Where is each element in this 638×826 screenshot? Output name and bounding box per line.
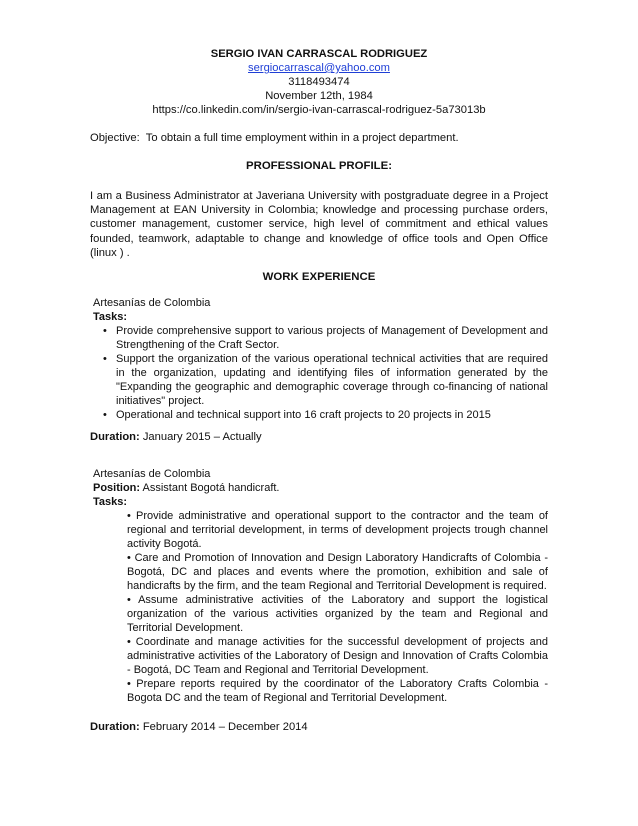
task-item: • Provide administrative and operational support to the contractor and the team of regional and territorial development, in terms of development projects trough channel activity Bogotá. (127, 510, 548, 550)
task-item: • Provide comprehensive support to various projects of Management of Development and Strengthening of the Craft Sector. (103, 325, 548, 351)
job-entry-1 (93, 296, 548, 422)
objective-label: Objective: (90, 132, 140, 144)
task-paragraphs (93, 509, 548, 705)
objective-text: To obtain a full time employment within in a project department. (145, 132, 459, 144)
linkedin-url: https://co.linkedin.com/in/sergio-ivan-carrascal-rodriguez-5a73013b (152, 104, 486, 116)
duration-value: January 2015 – Actually (142, 431, 262, 443)
task-item: • Prepare reports required by the coordinator of the Laboratory Crafts Colombia - Bogota DC and the team of Regional and Territorial Development. (127, 678, 548, 704)
tasks-label: Tasks: (93, 496, 128, 508)
job-2-duration (90, 720, 308, 734)
bullet-icon: • (103, 409, 107, 421)
company-name: Artesanías de Colombia (93, 468, 211, 480)
company-name: Artesanías de Colombia (93, 297, 211, 309)
position-value: Assistant Bogotá handicraft. (142, 482, 280, 494)
duration-value: February 2014 – December 2014 (142, 721, 308, 733)
task-item: • Care and Promotion of Innovation and Design Laboratory Handicrafts of Colombia - Bogotá, DC and places and events where the promotion, exhibition and sale of handicrafts by the firm, and the team Regional and Territorial Development is required. (127, 552, 548, 592)
applicant-name: SERGIO IVAN CARRASCAL RODRIGUEZ (210, 48, 428, 60)
task-item: • Support the organization of the various operational technical activities that are required in the organization, updating and identifying files of information generated by the "Expanding the geographic and demographic coverage through co-financing of national initiatives" project. (103, 353, 548, 407)
job-entry-2 (93, 467, 548, 705)
tasks-label: Tasks: (93, 311, 128, 323)
work-experience-heading: WORK EXPERIENCE (262, 271, 376, 283)
email-link[interactable]: sergiocarrascal@yahoo.com (248, 62, 390, 74)
phone-number: 3118493474 (288, 76, 350, 88)
task-item: • Coordinate and manage activities for the successful development of projects and administrative activities of the Laboratory of Design and Innovation of Crafts Colombia - Bogotá, DC Team and Regional and Territorial Development. (127, 636, 548, 676)
position-line (93, 481, 548, 495)
birth-date: November 12th, 1984 (265, 90, 373, 102)
bullet-icon: • (103, 353, 107, 365)
position-label: Position: (93, 482, 141, 494)
duration-label: Duration: (90, 431, 140, 443)
bullet-icon: • (103, 325, 107, 337)
professional-profile-text: I am a Business Administrator at Javeriana University with postgraduate degree in a Project Management at EAN University in Colombia; knowledge and processing purchase orders, customer management, customer service, high level of commitment and ethical values founded, teamwork, adaptable to change and knowledge of office tools and Open Office (linux ) . (90, 190, 548, 259)
duration-label: Duration: (90, 721, 140, 733)
task-list (93, 324, 548, 422)
task-item: • Assume administrative activities of the Laboratory and support the logistical organization of the various activities organized by the team and Regional and Territorial Development. (127, 594, 548, 634)
objective-line (90, 131, 459, 145)
job-1-duration (90, 430, 262, 444)
task-item: • Operational and technical support into 16 craft projects to 20 projects in 2015 (103, 409, 491, 421)
professional-profile-heading: PROFESSIONAL PROFILE: (246, 160, 392, 172)
